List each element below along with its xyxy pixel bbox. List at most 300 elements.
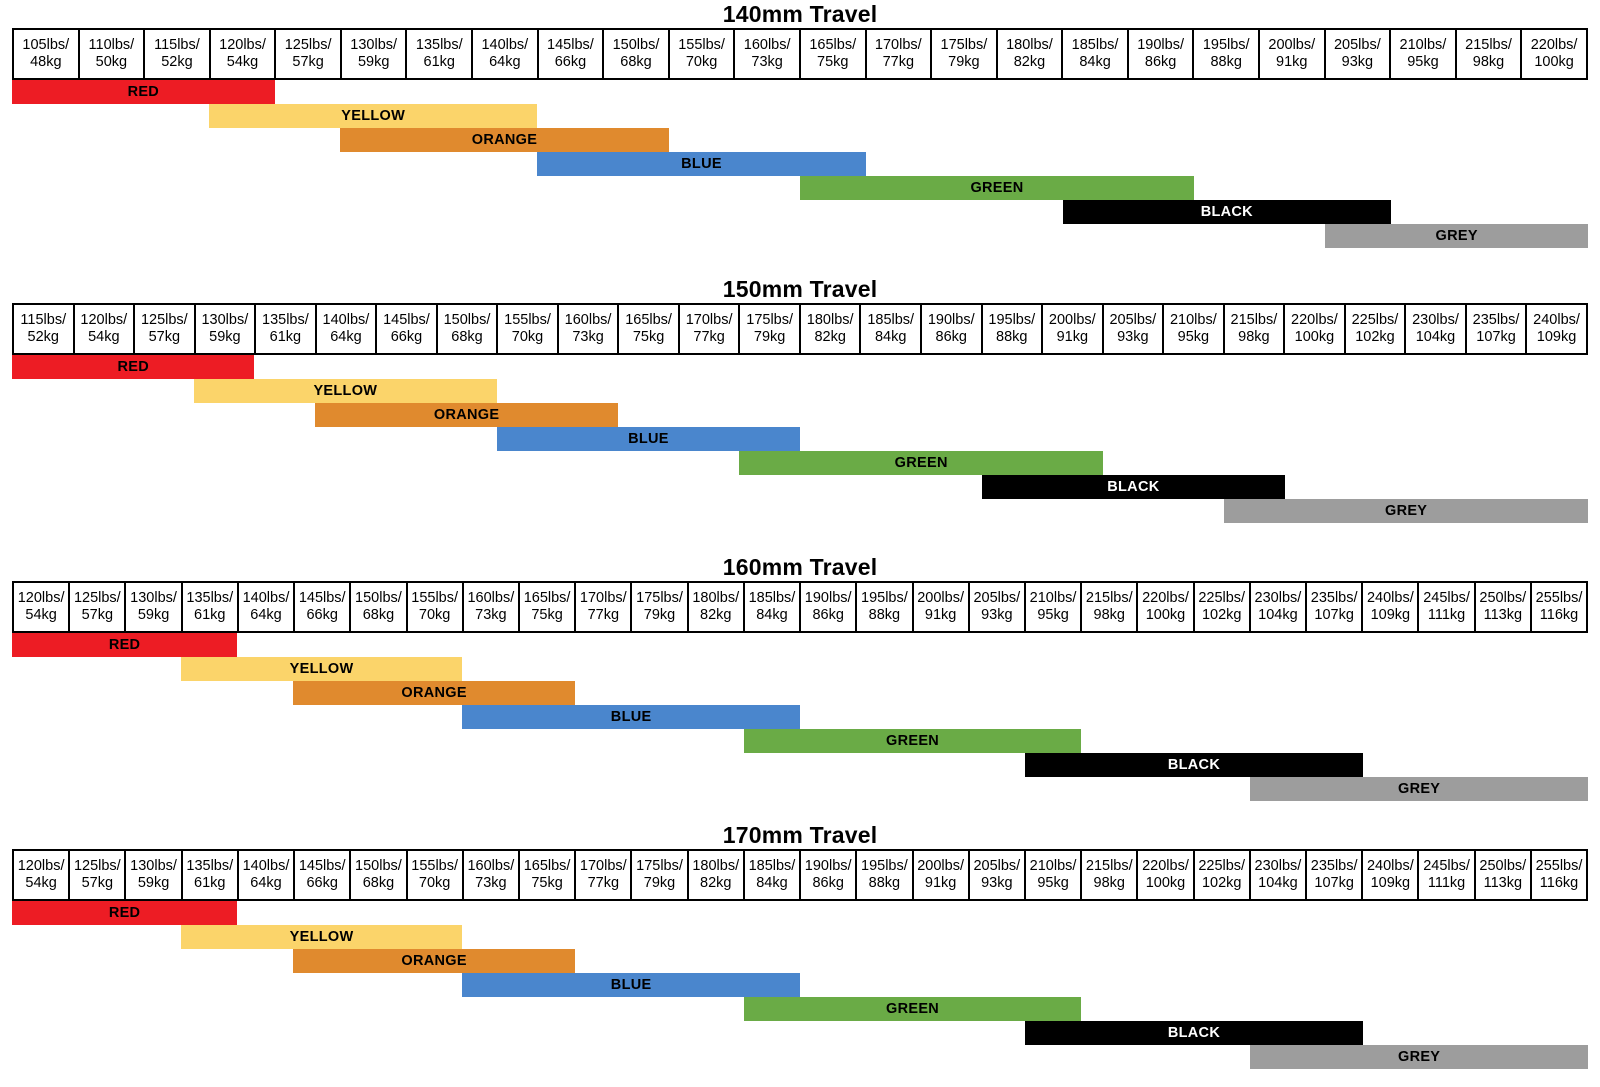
weight-cell (1457, 30, 1523, 78)
weight-cell-line: 185lbs/ (1071, 37, 1119, 53)
weight-cell-line: 57kg (148, 329, 181, 345)
weight-cell-line: 170lbs/ (874, 37, 922, 53)
weight-cell (408, 851, 464, 899)
weight-cell-line: 91kg (1276, 54, 1308, 70)
weight-cell-line: 180lbs/ (1006, 37, 1053, 53)
weight-cell (1043, 305, 1104, 353)
weight-cell-line: 170lbs/ (685, 312, 733, 328)
weight-cell-line: 91kg (924, 875, 957, 891)
spring-band-orange (315, 403, 618, 427)
weight-cell-line: 50kg (95, 54, 128, 70)
weight-cell-line: 102kg (1201, 607, 1242, 623)
weight-cell (1138, 851, 1194, 899)
weight-cell-line: 111kg (1427, 607, 1466, 623)
weight-cell-line: 54kg (25, 875, 57, 891)
weight-cell-line: 88kg (1210, 54, 1242, 70)
weight-cell-line: 135lbs/ (262, 312, 309, 328)
weight-cell-line: 135lbs/ (186, 858, 234, 874)
spring-band-label: GREEN (886, 733, 940, 749)
weight-cell-line: 240lbs/ (1366, 590, 1414, 606)
spring-band-blue (462, 973, 800, 997)
spring-band-label: ORANGE (401, 953, 467, 969)
weight-cell-line: 135lbs/ (186, 590, 234, 606)
weight-cell-line: 245lbs/ (1423, 590, 1470, 606)
weight-cell-line: 73kg (572, 329, 604, 345)
weight-cell (632, 851, 688, 899)
spring-band-green (800, 176, 1194, 200)
weight-cell-line: 215lbs/ (1085, 590, 1133, 606)
weight-cell-line: 79kg (948, 54, 980, 70)
weight-cell (670, 30, 736, 78)
spring-band-label: YELLOW (289, 661, 354, 677)
spring-band-grey (1250, 777, 1588, 801)
weight-cell (1532, 851, 1586, 899)
weight-cell-line: 102kg (1355, 329, 1395, 345)
weight-cell-line: 57kg (81, 875, 114, 891)
weight-cell-line: 109kg (1370, 607, 1411, 623)
weight-cell-line: 109kg (1370, 875, 1411, 891)
spring-band-red (12, 80, 275, 104)
weight-cell-line: 79kg (643, 607, 676, 623)
spring-bands (12, 355, 1588, 529)
weight-cell-line: 77kg (587, 607, 620, 623)
weight-cell-line: 68kg (362, 607, 395, 623)
weight-cell (983, 305, 1044, 353)
weight-cell-line: 225lbs/ (1198, 858, 1246, 874)
weight-cell-line: 220lbs/ (1142, 858, 1189, 874)
weight-cell-line: 225lbs/ (1198, 590, 1246, 606)
weight-cell-line: 150lbs/ (355, 858, 402, 874)
weight-cell (689, 583, 745, 631)
weight-cell-line: 70kg (418, 607, 451, 623)
weight-cell (342, 30, 408, 78)
weight-cell (1164, 305, 1225, 353)
weight-cell (1363, 851, 1419, 899)
weight-cell (970, 583, 1026, 631)
weight-cell-line: 140lbs/ (481, 37, 529, 53)
weight-cell-line: 215lbs/ (1465, 37, 1512, 53)
weight-cell (377, 305, 438, 353)
weight-cell-line: 155lbs/ (411, 590, 459, 606)
weight-cell-line: 225lbs/ (1351, 312, 1399, 328)
weight-cell-line: 145lbs/ (298, 590, 346, 606)
weight-cell-line: 150lbs/ (612, 37, 660, 53)
weight-cell (1346, 305, 1407, 353)
weight-cell-line: 220lbs/ (1142, 590, 1189, 606)
weight-cell-line: 75kg (632, 329, 665, 345)
spring-band-yellow (209, 104, 537, 128)
spring-band-black (1063, 200, 1391, 224)
spring-band-label: BLUE (628, 431, 669, 447)
weight-cell (145, 30, 211, 78)
weight-cell-line: 104kg (1258, 875, 1298, 891)
weight-cell-line: 88kg (868, 607, 901, 623)
spring-band-label: YELLOW (313, 383, 378, 399)
weight-cell-line: 220lbs/ (1291, 312, 1338, 328)
weight-cell-line: 170lbs/ (579, 590, 627, 606)
weight-cell (1129, 30, 1195, 78)
weight-cell-line: 175lbs/ (746, 312, 794, 328)
spring-band-label: GREY (1435, 228, 1478, 244)
weight-cell-line: 215lbs/ (1230, 312, 1278, 328)
weight-cell-line: 57kg (81, 607, 114, 623)
weight-cell-line: 82kg (700, 875, 732, 891)
weight-cell-line: 190lbs/ (804, 590, 852, 606)
weight-cell-line: 98kg (1093, 607, 1125, 623)
weight-cell-line: 125lbs/ (140, 312, 188, 328)
weight-cell-line: 116kg (1539, 875, 1579, 891)
weight-cell (70, 583, 126, 631)
weight-cell (559, 305, 620, 353)
weight-cell (801, 851, 857, 899)
weight-cell (80, 30, 146, 78)
weight-cell (1194, 30, 1260, 78)
weight-cell-line: 98kg (1238, 329, 1270, 345)
weight-cell-line: 235lbs/ (1472, 312, 1520, 328)
weight-cell-line: 235lbs/ (1310, 590, 1358, 606)
weight-cell-line: 210lbs/ (1169, 312, 1217, 328)
weight-cell (75, 305, 136, 353)
weight-cell-line: 93kg (1117, 329, 1149, 345)
weight-cell (295, 583, 351, 631)
weight-cell (520, 583, 576, 631)
weight-cell-line: 109kg (1536, 329, 1577, 345)
weight-cell (914, 583, 970, 631)
weight-cell-line: 235lbs/ (1310, 858, 1358, 874)
weight-cell-line: 68kg (620, 54, 652, 70)
weight-cell-line: 113kg (1483, 875, 1523, 891)
weight-cell-line: 245lbs/ (1423, 858, 1470, 874)
weight-cell-line: 115lbs/ (20, 312, 67, 328)
weight-cell-line: 107kg (1314, 875, 1354, 891)
weight-cell-line: 200lbs/ (917, 590, 964, 606)
weight-cell (632, 583, 688, 631)
weight-cell (183, 583, 239, 631)
spring-band-grey (1325, 224, 1588, 248)
spring-band-black (1025, 1021, 1363, 1045)
weight-cell-line: 52kg (161, 54, 193, 70)
travel-section (0, 0, 1600, 254)
weight-cell (745, 583, 801, 631)
spring-band-blue (462, 705, 800, 729)
weight-cell-line: 77kg (693, 329, 725, 345)
weight-cell-line: 98kg (1472, 54, 1505, 70)
weight-cell-line: 180lbs/ (692, 858, 740, 874)
spring-band-label: BLACK (1167, 757, 1221, 773)
weight-cell (1522, 30, 1586, 78)
spring-band-green (744, 729, 1082, 753)
weight-cell-line: 210lbs/ (1399, 37, 1447, 53)
weight-cell-line: 70kg (418, 875, 451, 891)
spring-band-green (744, 997, 1082, 1021)
weight-cell-line: 195lbs/ (861, 590, 908, 606)
weight-cell-line: 93kg (981, 607, 1013, 623)
spring-band-yellow (194, 379, 497, 403)
weight-cell-line: 91kg (924, 607, 957, 623)
weight-cell (1527, 305, 1586, 353)
spring-band-label: GREEN (886, 1001, 940, 1017)
spring-band-black (982, 475, 1285, 499)
weight-cell-line: 111kg (1427, 875, 1466, 891)
weight-cell (576, 851, 632, 899)
weight-cell-line: 190lbs/ (1137, 37, 1184, 53)
weight-cell (922, 305, 983, 353)
weight-cell-line: 66kg (390, 329, 423, 345)
weight-cell-line: 110lbs/ (88, 37, 135, 53)
weight-cell-line: 230lbs/ (1254, 858, 1302, 874)
weight-cell-line: 95kg (1177, 329, 1210, 345)
spring-band-label: RED (108, 905, 141, 921)
weight-cell (520, 851, 576, 899)
weight-cell (1082, 583, 1138, 631)
weight-cell-line: 86kg (812, 607, 844, 623)
spring-bands (12, 633, 1588, 807)
weight-cell (1467, 305, 1528, 353)
weight-cell (539, 30, 605, 78)
weight-cell (70, 851, 126, 899)
weight-cell-line: 61kg (269, 329, 302, 345)
weight-cell-line: 165lbs/ (523, 590, 571, 606)
weight-cell-line: 95kg (1037, 607, 1069, 623)
weight-cell (1225, 305, 1286, 353)
weight-header-row (12, 849, 1588, 901)
weight-cell-line: 93kg (981, 875, 1013, 891)
weight-cell-line: 140lbs/ (322, 312, 370, 328)
spring-band-red (12, 355, 254, 379)
weight-cell-line: 200lbs/ (1048, 312, 1096, 328)
spring-band-label: YELLOW (289, 929, 354, 945)
weight-cell (196, 305, 257, 353)
weight-cell-line: 77kg (587, 875, 620, 891)
weight-cell-line: 82kg (700, 607, 732, 623)
weight-cell-line: 165lbs/ (625, 312, 672, 328)
weight-cell (801, 305, 862, 353)
weight-cell (914, 851, 970, 899)
weight-cell-line: 61kg (423, 54, 455, 70)
weight-cell-line: 84kg (1079, 54, 1111, 70)
weight-cell (740, 305, 801, 353)
spring-band-blue (497, 427, 800, 451)
weight-cell-line: 160lbs/ (564, 312, 612, 328)
weight-cell-line: 84kg (874, 329, 907, 345)
weight-cell (14, 583, 70, 631)
section-title: 170mm Travel (722, 822, 878, 848)
weight-cell-line: 100kg (1145, 875, 1186, 891)
weight-cell-line: 125lbs/ (284, 37, 332, 53)
weight-cell (689, 851, 745, 899)
weight-cell (498, 305, 559, 353)
weight-cell-line: 175lbs/ (940, 37, 988, 53)
weight-cell-line: 59kg (137, 607, 170, 623)
spring-band-yellow (181, 657, 462, 681)
weight-cell (126, 583, 182, 631)
weight-cell-line: 240lbs/ (1366, 858, 1414, 874)
weight-cell-line: 120lbs/ (17, 858, 65, 874)
weight-cell-line: 185lbs/ (748, 590, 796, 606)
spring-band-label: BLACK (1107, 479, 1160, 495)
spring-band-label: GREY (1397, 781, 1441, 797)
weight-cell-line: 185lbs/ (748, 858, 796, 874)
spring-band-label: BLUE (681, 156, 722, 172)
weight-cell-line: 200lbs/ (1268, 37, 1316, 53)
weight-cell (867, 30, 933, 78)
weight-cell-line: 240lbs/ (1533, 312, 1580, 328)
weight-cell (14, 851, 70, 899)
travel-section (0, 553, 1600, 807)
weight-cell-line: 175lbs/ (636, 590, 683, 606)
weight-cell-line: 250lbs/ (1479, 590, 1527, 606)
weight-cell (1063, 30, 1129, 78)
weight-cell-line: 107kg (1314, 607, 1354, 623)
weight-cell-line: 160lbs/ (467, 858, 515, 874)
weight-cell (1138, 583, 1194, 631)
weight-cell-line: 68kg (451, 329, 483, 345)
spring-band-grey (1250, 1045, 1588, 1069)
weight-cell (438, 305, 499, 353)
weight-cell (1363, 583, 1419, 631)
spring-band-label: ORANGE (471, 132, 538, 148)
weight-cell-line: 180lbs/ (692, 590, 740, 606)
weight-cell-line: 120lbs/ (80, 312, 128, 328)
weight-cell-line: 145lbs/ (298, 858, 346, 874)
weight-cell-line: 150lbs/ (443, 312, 491, 328)
spring-band-label: BLACK (1200, 204, 1253, 220)
weight-cell-line: 195lbs/ (988, 312, 1036, 328)
weight-cell (735, 30, 801, 78)
weight-cell-line: 84kg (756, 607, 788, 623)
weight-cell-line: 104kg (1258, 607, 1298, 623)
weight-cell-line: 190lbs/ (927, 312, 975, 328)
weight-header-row (12, 28, 1588, 80)
weight-cell (1307, 583, 1363, 631)
weight-cell-line: 107kg (1476, 329, 1516, 345)
weight-cell-line: 165lbs/ (809, 37, 857, 53)
weight-cell (183, 851, 239, 899)
weight-cell-line: 95kg (1407, 54, 1439, 70)
spring-band-grey (1224, 499, 1588, 523)
weight-cell-line: 185lbs/ (867, 312, 915, 328)
weight-cell-line: 160lbs/ (743, 37, 791, 53)
weight-cell (135, 305, 196, 353)
weight-cell (14, 305, 75, 353)
spring-band-orange (293, 949, 574, 973)
weight-header-row (12, 581, 1588, 633)
spring-band-label: GREEN (970, 180, 1024, 196)
weight-cell-line: 100kg (1534, 54, 1574, 70)
weight-cell-line: 130lbs/ (201, 312, 249, 328)
weight-cell (1104, 305, 1165, 353)
weight-cell-line: 57kg (292, 54, 324, 70)
weight-cell-line: 73kg (475, 607, 507, 623)
weight-cell-line: 255lbs/ (1535, 590, 1583, 606)
weight-cell (1476, 583, 1532, 631)
weight-cell-line: 59kg (209, 329, 241, 345)
weight-cell-line: 98kg (1093, 875, 1125, 891)
weight-cell (351, 583, 407, 631)
weight-cell-line: 115lbs/ (154, 37, 200, 53)
weight-cell-line: 64kg (250, 607, 282, 623)
weight-cell-line: 95kg (1037, 875, 1069, 891)
weight-cell-line: 54kg (226, 54, 259, 70)
weight-cell (932, 30, 998, 78)
weight-cell (464, 851, 520, 899)
weight-cell-line: 230lbs/ (1412, 312, 1459, 328)
weight-cell (970, 851, 1026, 899)
weight-cell-line: 52kg (27, 329, 59, 345)
weight-cell (464, 583, 520, 631)
weight-cell-line: 66kg (306, 607, 338, 623)
spring-bands (12, 901, 1588, 1075)
weight-cell (801, 583, 857, 631)
weight-cell-line: 165lbs/ (523, 858, 571, 874)
spring-band-blue (537, 152, 865, 176)
weight-cell-line: 64kg (330, 329, 362, 345)
weight-cell-line: 88kg (996, 329, 1028, 345)
weight-cell-line: 88kg (868, 875, 901, 891)
weight-cell-line: 180lbs/ (806, 312, 854, 328)
weight-cell (1251, 583, 1307, 631)
weight-cell (1532, 583, 1586, 631)
weight-cell-line: 66kg (306, 875, 338, 891)
weight-cell (604, 30, 670, 78)
weight-cell-line: 130lbs/ (130, 858, 177, 874)
weight-cell-line: 175lbs/ (636, 858, 683, 874)
weight-header-row (12, 303, 1588, 355)
weight-cell-line: 250lbs/ (1479, 858, 1527, 874)
spring-band-red (12, 901, 237, 925)
weight-cell (619, 305, 680, 353)
weight-cell-line: 61kg (194, 875, 226, 891)
weight-cell-line: 125lbs/ (73, 858, 121, 874)
weight-cell-line: 140lbs/ (242, 858, 290, 874)
weight-cell-line: 75kg (531, 875, 563, 891)
weight-cell-line: 100kg (1145, 607, 1186, 623)
weight-cell-line: 91kg (1056, 329, 1089, 345)
weight-cell (1082, 851, 1138, 899)
weight-cell (861, 305, 922, 353)
weight-cell-line: 170lbs/ (579, 858, 627, 874)
weight-cell (680, 305, 741, 353)
section-title: 140mm Travel (722, 1, 878, 27)
weight-cell-line: 68kg (362, 875, 395, 891)
weight-cell (239, 583, 295, 631)
weight-cell-line: 79kg (643, 875, 676, 891)
weight-cell (1026, 583, 1082, 631)
weight-cell-line: 73kg (751, 54, 783, 70)
weight-cell (256, 305, 317, 353)
weight-cell (857, 851, 913, 899)
weight-cell-line: 155lbs/ (678, 37, 725, 53)
weight-cell-line: 64kg (250, 875, 282, 891)
weight-cell-line: 86kg (935, 329, 967, 345)
spring-band-label: RED (127, 84, 160, 100)
weight-cell (126, 851, 182, 899)
weight-cell-line: 205lbs/ (973, 858, 1021, 874)
travel-section (0, 821, 1600, 1075)
weight-cell (1307, 851, 1363, 899)
weight-cell-line: 145lbs/ (383, 312, 430, 328)
weight-cell-line: 160lbs/ (467, 590, 515, 606)
weight-cell (1195, 583, 1251, 631)
weight-cell-line: 64kg (489, 54, 521, 70)
weight-cell (1391, 30, 1457, 78)
weight-cell (1026, 851, 1082, 899)
spring-band-yellow (181, 925, 462, 949)
travel-section (0, 275, 1600, 529)
spring-band-label: ORANGE (401, 685, 467, 701)
section-title: 150mm Travel (722, 276, 878, 302)
weight-cell (14, 30, 80, 78)
